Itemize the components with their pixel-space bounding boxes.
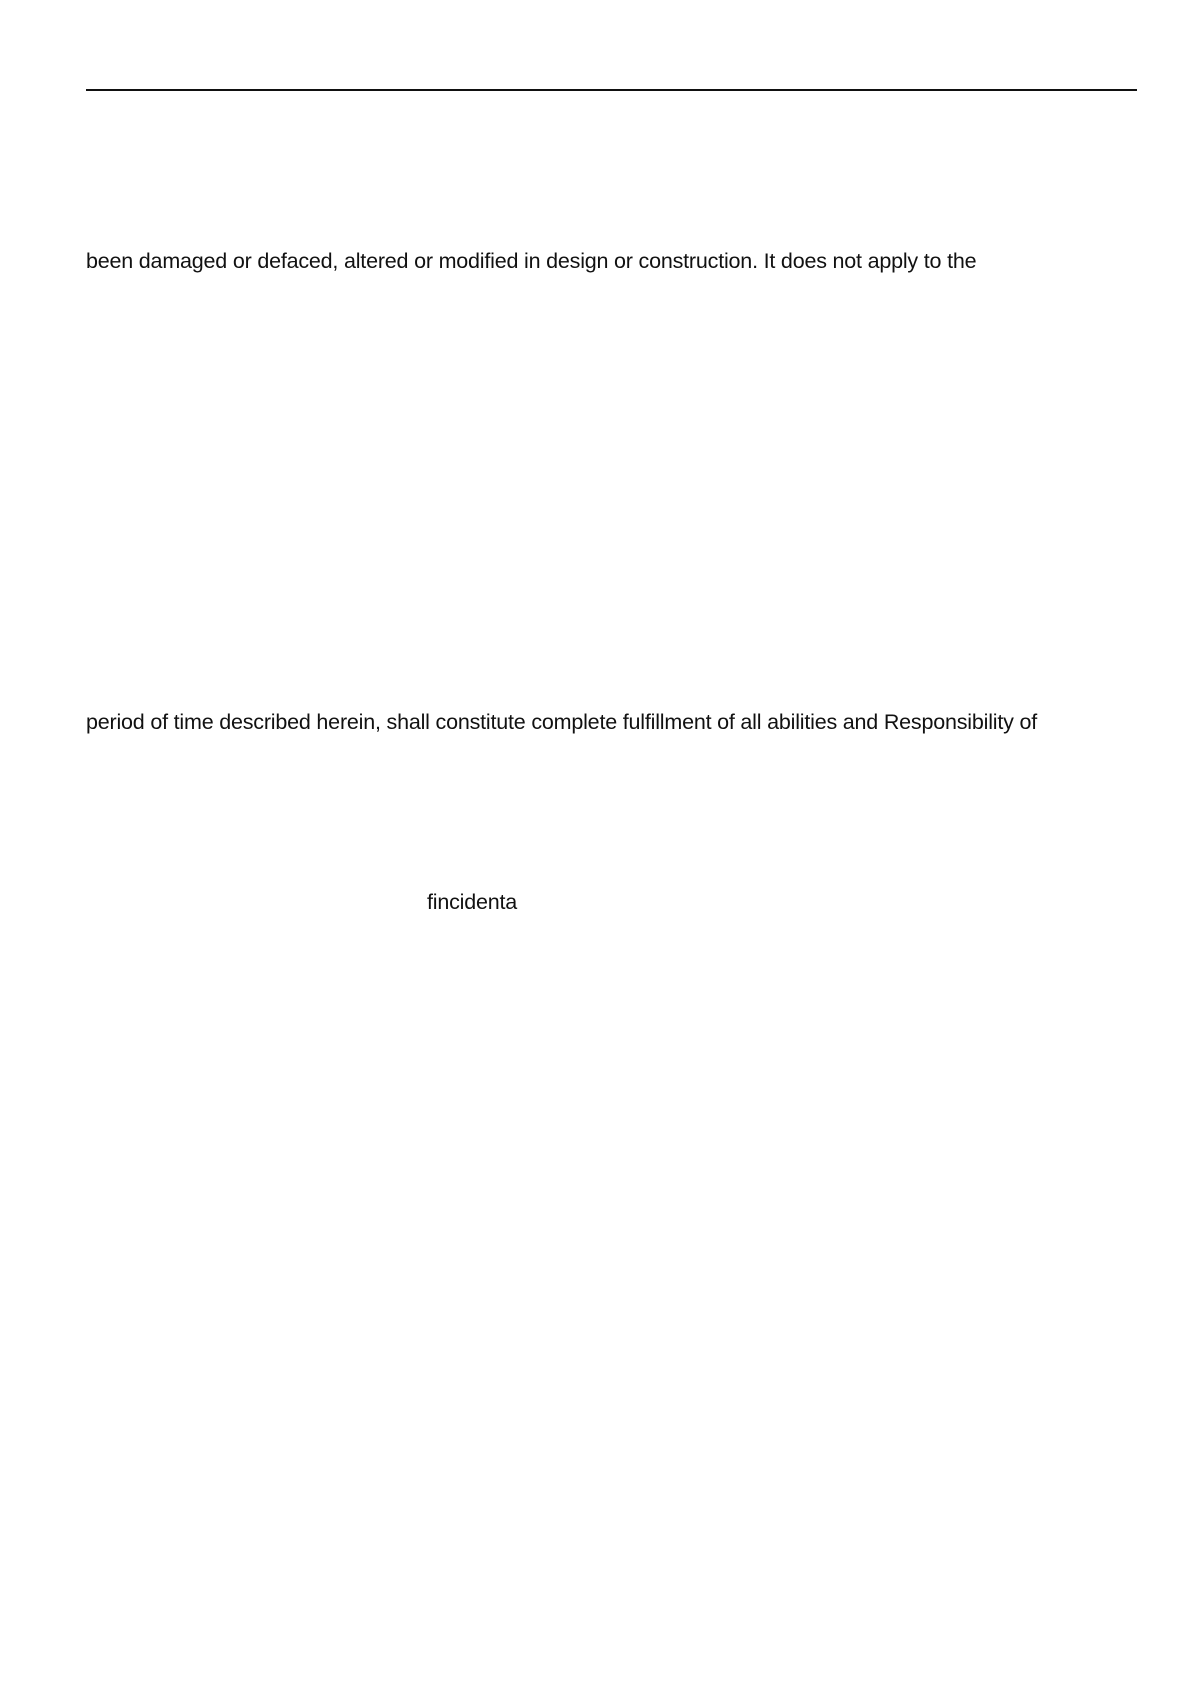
text-fragment-fincidenta: fincidenta xyxy=(427,890,518,914)
header-rule xyxy=(86,89,1137,91)
text-line-period-of-time: period of time described herein, shall constitute complete fulfillment of all abilities and Responsibility of xyxy=(86,710,1037,734)
text-line-damaged-defaced: been damaged or defaced, altered or modified in design or construction. It does not apply to the xyxy=(86,249,977,273)
